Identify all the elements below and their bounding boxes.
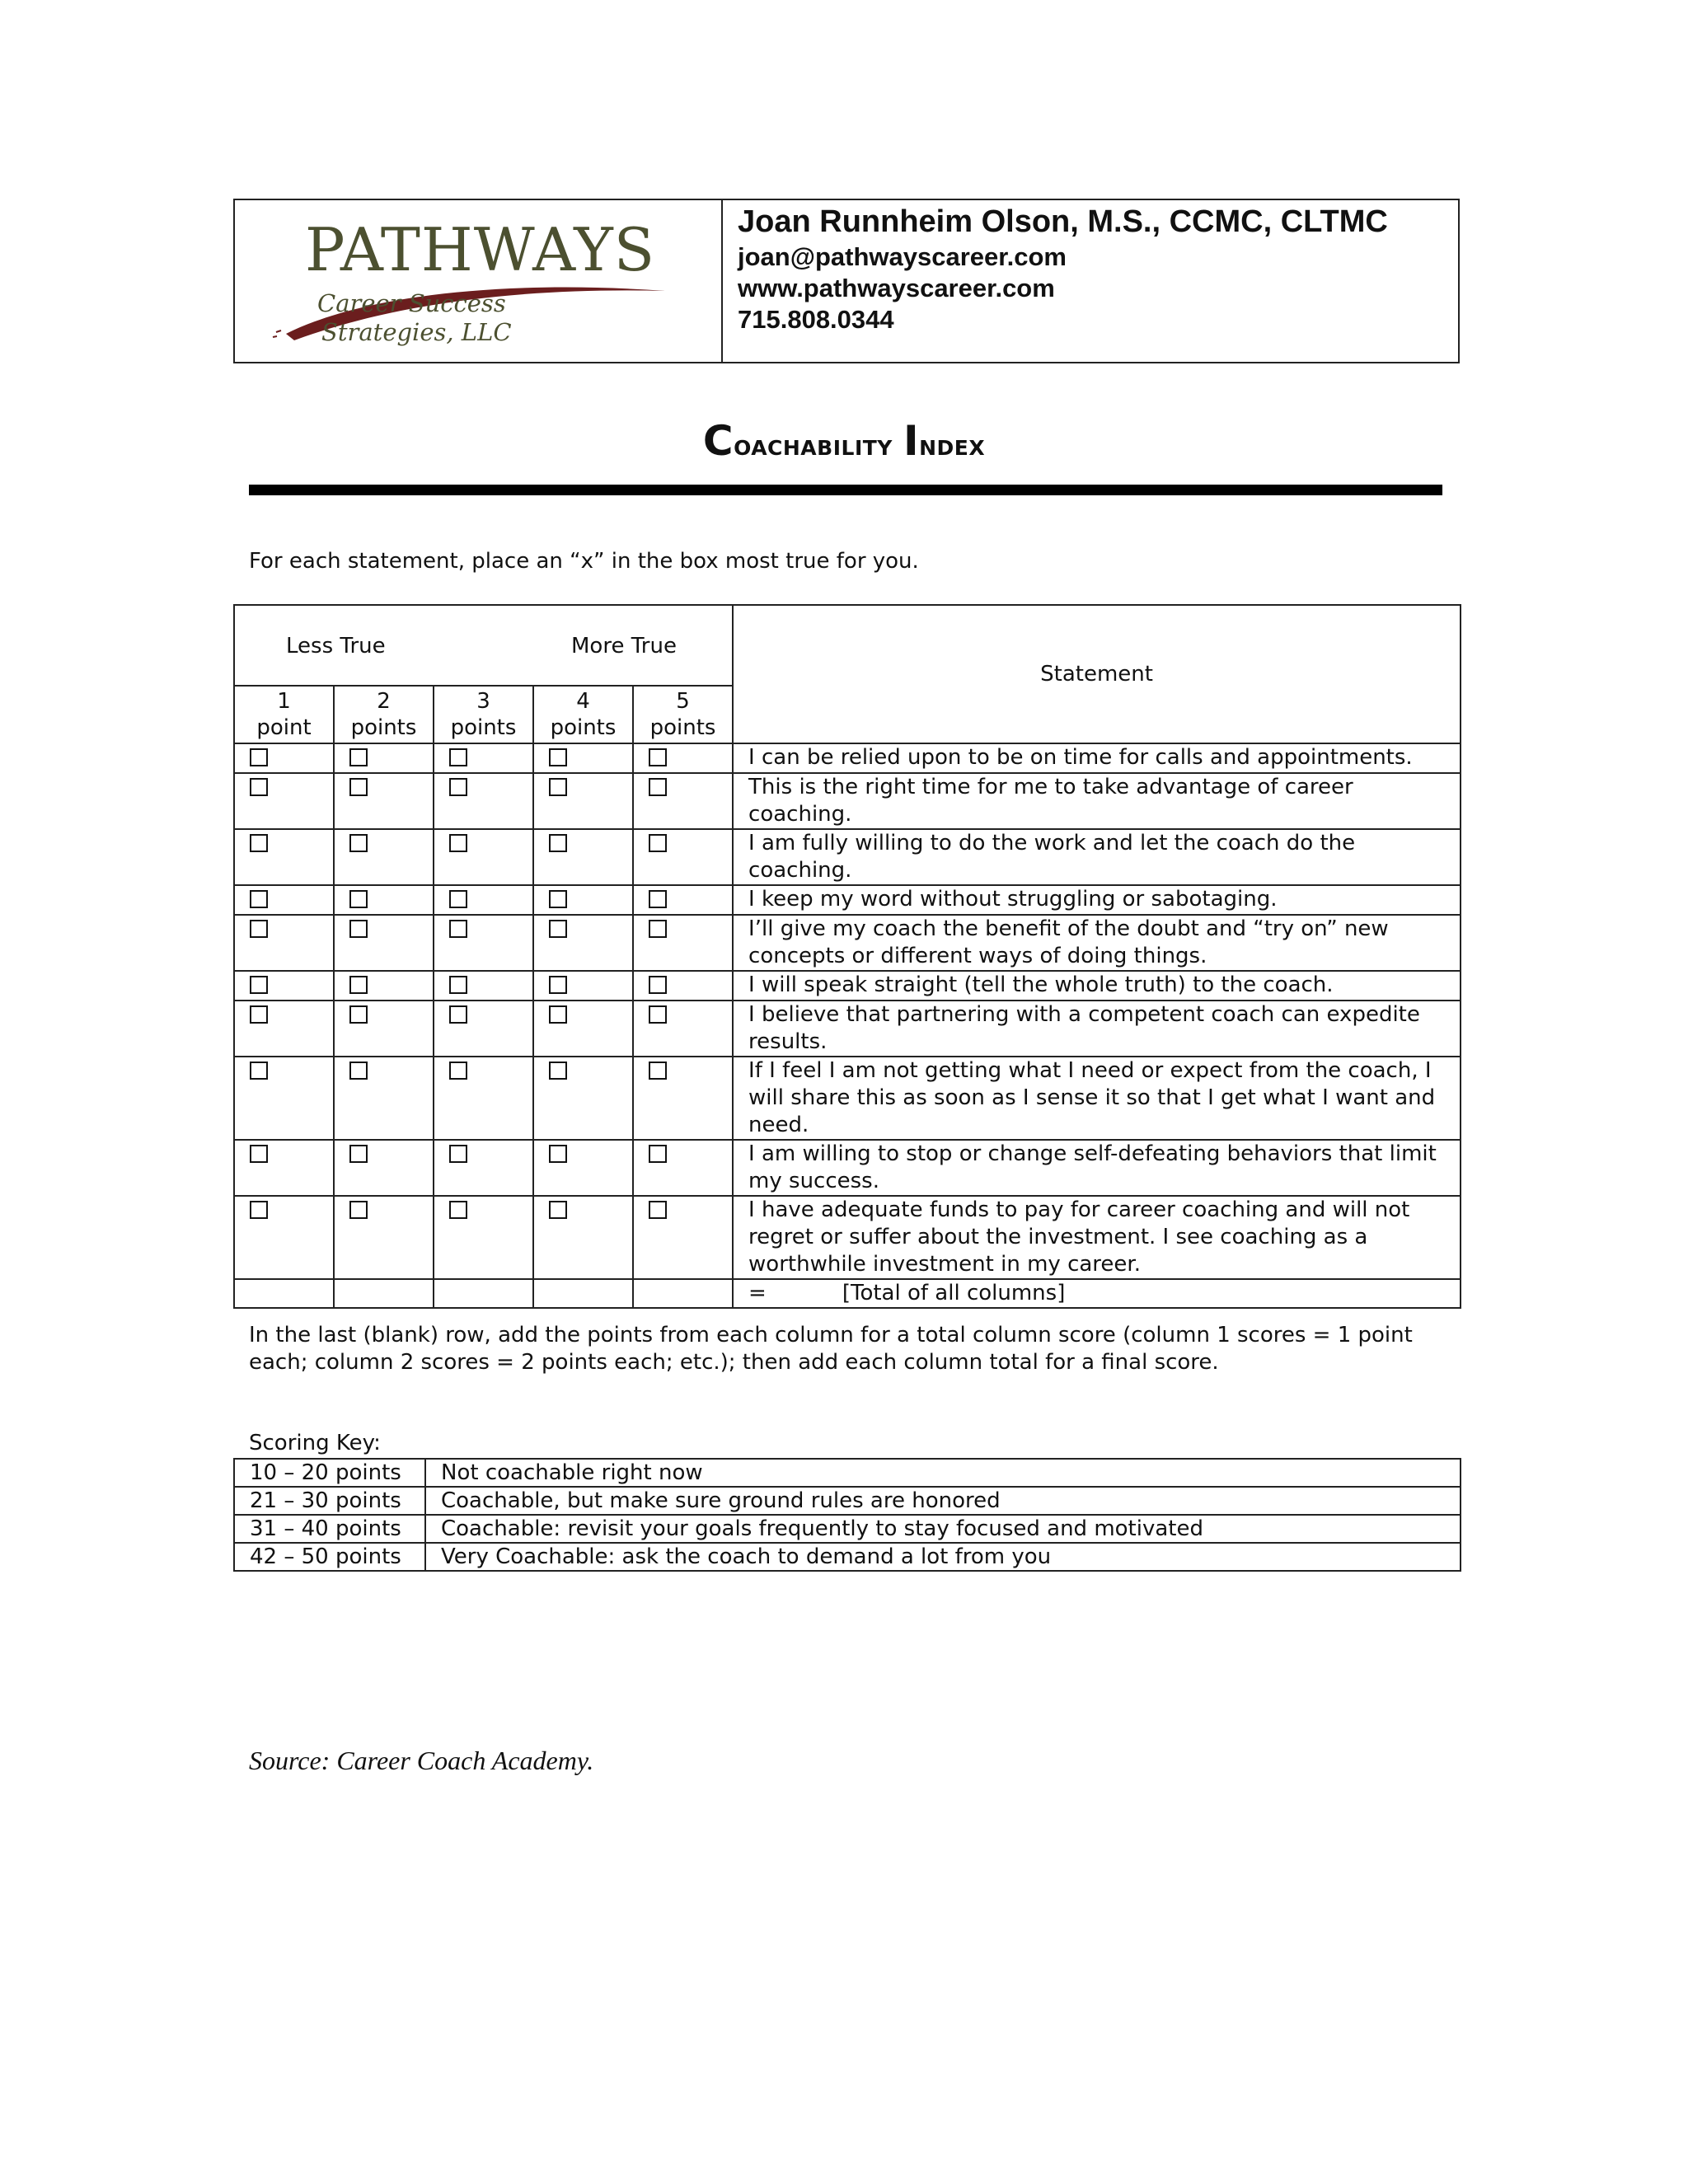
rating-cell-4 — [533, 1057, 633, 1140]
rating-cell-2 — [334, 885, 434, 915]
rating-cell-4 — [533, 915, 633, 971]
checkbox[interactable] — [449, 1005, 467, 1024]
checkbox[interactable] — [649, 834, 667, 852]
checkbox[interactable] — [449, 976, 467, 994]
rating-cell-5 — [633, 885, 733, 915]
table-row — [234, 829, 1461, 885]
rating-cell-5 — [633, 829, 733, 885]
total-label: [Total of all columns] — [842, 1281, 1066, 1305]
statement-text: I’ll give my coach the benefit of the doubt and “try on” new concepts or different ways of doing things. — [733, 915, 1461, 971]
total-row — [234, 1279, 1461, 1308]
statement-header: Statement — [733, 605, 1461, 743]
score-description: Coachable, but make sure ground rules are honored — [425, 1487, 1461, 1515]
checkbox[interactable] — [649, 1145, 667, 1163]
checkbox[interactable] — [250, 834, 268, 852]
points-header-2: 2 points — [334, 686, 434, 743]
checkbox[interactable] — [349, 976, 368, 994]
rating-cell-3 — [434, 1196, 533, 1279]
rating-cell-2 — [334, 743, 434, 773]
checkbox[interactable] — [349, 834, 368, 852]
statement-text: I am willing to stop or change self-defeating behaviors that limit my success. — [733, 1140, 1461, 1196]
rating-cell-3 — [434, 773, 533, 829]
checkbox[interactable] — [250, 920, 268, 938]
header-row — [234, 605, 1461, 686]
less-true-label: Less True — [286, 634, 386, 658]
title-divider — [249, 485, 1442, 495]
contact-phone: 715.808.0344 — [738, 305, 894, 334]
scoring-key-label: Scoring Key: — [249, 1431, 381, 1455]
checkbox[interactable] — [649, 1062, 667, 1080]
statement-text: If I feel I am not getting what I need or expect from the coach, I will share this as soon as I sense it so that I get what I want and need. — [733, 1057, 1461, 1140]
contact-website[interactable]: www.pathwayscareer.com — [738, 274, 1055, 302]
table-row — [234, 1001, 1461, 1057]
checkbox[interactable] — [449, 778, 467, 796]
checkbox[interactable] — [349, 1062, 368, 1080]
logo-tagline-line2: Strategies, LLC — [321, 318, 512, 346]
checkbox[interactable] — [250, 1201, 268, 1219]
rating-cell-3 — [434, 1140, 533, 1196]
checkbox[interactable] — [250, 976, 268, 994]
rating-cell-1 — [234, 1001, 334, 1057]
scoring-key-row — [234, 1515, 1461, 1543]
checkbox[interactable] — [349, 1145, 368, 1163]
rating-cell-5 — [633, 773, 733, 829]
scoring-instructions: In the last (blank) row, add the points from each column for a total column score (column 1 scores = 1 point each; column 2 scores = 2 points each; etc.); then add each column total for a final score. — [249, 1323, 1413, 1375]
checkbox[interactable] — [649, 920, 667, 938]
checkbox[interactable] — [649, 1005, 667, 1024]
source-citation: Source: Career Coach Academy. — [249, 1746, 594, 1775]
rating-cell-2 — [334, 829, 434, 885]
equals-sign: = — [748, 1281, 767, 1305]
checkbox[interactable] — [549, 920, 567, 938]
score-description: Not coachable right now — [425, 1459, 1461, 1487]
page-title: Coachability Index — [702, 417, 986, 465]
rating-cell-3 — [434, 1057, 533, 1140]
grand-total-cell[interactable] — [733, 1279, 1461, 1308]
checkbox[interactable] — [549, 1145, 567, 1163]
table-row — [234, 773, 1461, 829]
checkbox[interactable] — [250, 1005, 268, 1024]
checkbox[interactable] — [549, 976, 567, 994]
rating-cell-2 — [334, 1196, 434, 1279]
rating-cell-4 — [533, 829, 633, 885]
table-row — [234, 915, 1461, 971]
checkbox[interactable] — [250, 890, 268, 908]
scale-header — [234, 605, 733, 686]
checkbox[interactable] — [250, 1145, 268, 1163]
rating-cell-1 — [234, 1196, 334, 1279]
rating-cell-4 — [533, 743, 633, 773]
points-header-5: 5 points — [633, 686, 733, 743]
contact-email[interactable]: joan@pathwayscareer.com — [738, 242, 1067, 271]
checkbox[interactable] — [649, 890, 667, 908]
table-row — [234, 743, 1461, 773]
checkbox[interactable] — [250, 748, 268, 766]
statement-text: This is the right time for me to take advantage of career coaching. — [733, 773, 1461, 829]
rating-cell-3 — [434, 971, 533, 1001]
statement-text: I believe that partnering with a competent coach can expedite results. — [733, 1001, 1461, 1057]
score-range: 21 – 30 points — [234, 1487, 425, 1515]
rating-cell-2 — [334, 773, 434, 829]
checkbox[interactable] — [349, 748, 368, 766]
column-total-2[interactable] — [334, 1279, 434, 1308]
rating-cell-5 — [633, 1140, 733, 1196]
rating-cell-4 — [533, 1001, 633, 1057]
rating-cell-2 — [334, 915, 434, 971]
rating-cell-3 — [434, 1001, 533, 1057]
table-row — [234, 1140, 1461, 1196]
checkbox[interactable] — [649, 778, 667, 796]
logo-wordmark: PATHWAYS — [305, 215, 656, 284]
rating-cell-1 — [234, 1140, 334, 1196]
checkbox[interactable] — [349, 890, 368, 908]
checkbox[interactable] — [549, 834, 567, 852]
statement-text: I can be relied upon to be on time for calls and appointments. — [733, 743, 1461, 773]
scoring-key-row — [234, 1459, 1461, 1487]
rating-cell-5 — [633, 971, 733, 1001]
score-description: Coachable: revisit your goals frequently to stay focused and motivated — [425, 1515, 1461, 1543]
letterhead — [233, 199, 1460, 363]
checkbox[interactable] — [449, 1145, 467, 1163]
contact-info — [723, 200, 1458, 362]
checkbox[interactable] — [549, 1005, 567, 1024]
rating-cell-3 — [434, 743, 533, 773]
logo-tagline-line1: Career Success — [317, 289, 506, 317]
instruction-text: For each statement, place an “x” in the box most true for you. — [249, 549, 919, 574]
company-logo — [235, 200, 723, 362]
checkbox[interactable] — [349, 920, 368, 938]
checkbox[interactable] — [449, 834, 467, 852]
contact-name: Joan Runnheim Olson, M.S., CCMC, CLTMC — [738, 204, 1388, 239]
checkbox[interactable] — [349, 1005, 368, 1024]
rating-cell-4 — [533, 971, 633, 1001]
checkbox[interactable] — [649, 748, 667, 766]
more-true-label: More True — [571, 634, 677, 658]
column-total-1[interactable] — [234, 1279, 334, 1308]
checkbox[interactable] — [449, 748, 467, 766]
checkbox[interactable] — [549, 890, 567, 908]
rating-cell-1 — [234, 971, 334, 1001]
points-header-1: 1 point — [234, 686, 334, 743]
checkbox[interactable] — [349, 778, 368, 796]
coachability-table — [233, 604, 1461, 1309]
rating-cell-3 — [434, 885, 533, 915]
score-range: 42 – 50 points — [234, 1543, 425, 1571]
scoring-key-table — [233, 1458, 1461, 1572]
checkbox[interactable] — [549, 1062, 567, 1080]
checkbox[interactable] — [250, 1062, 268, 1080]
rating-cell-1 — [234, 1057, 334, 1140]
table-row — [234, 1057, 1461, 1140]
rating-cell-4 — [533, 1196, 633, 1279]
checkbox[interactable] — [449, 890, 467, 908]
score-description: Very Coachable: ask the coach to demand a lot from you — [425, 1543, 1461, 1571]
rating-cell-1 — [234, 915, 334, 971]
rating-cell-2 — [334, 1001, 434, 1057]
checkbox[interactable] — [649, 1201, 667, 1219]
rating-cell-4 — [533, 1140, 633, 1196]
rating-cell-5 — [633, 1057, 733, 1140]
rating-cell-4 — [533, 885, 633, 915]
points-header-4: 4 points — [533, 686, 633, 743]
checkbox[interactable] — [449, 920, 467, 938]
rating-cell-5 — [633, 1196, 733, 1279]
scoring-key-row — [234, 1487, 1461, 1515]
column-total-5[interactable] — [633, 1279, 733, 1308]
checkbox[interactable] — [449, 1201, 467, 1219]
rating-cell-5 — [633, 1001, 733, 1057]
statement-text: I am fully willing to do the work and let the coach do the coaching. — [733, 829, 1461, 885]
rating-cell-5 — [633, 743, 733, 773]
rating-cell-1 — [234, 743, 334, 773]
table-row — [234, 1196, 1461, 1279]
rating-cell-2 — [334, 1140, 434, 1196]
table-row — [234, 885, 1461, 915]
checkbox[interactable] — [549, 748, 567, 766]
rating-cell-3 — [434, 915, 533, 971]
statement-text: I have adequate funds to pay for career coaching and will not regret or suffer about the investment. I see coaching as a worthwhile investment in my career. — [733, 1196, 1461, 1279]
column-total-3[interactable] — [434, 1279, 533, 1308]
checkbox[interactable] — [549, 778, 567, 796]
checkbox[interactable] — [449, 1062, 467, 1080]
statement-text: I keep my word without struggling or sabotaging. — [733, 885, 1461, 915]
points-header-3: 3 points — [434, 686, 533, 743]
rating-cell-4 — [533, 773, 633, 829]
checkbox[interactable] — [649, 976, 667, 994]
rating-cell-1 — [234, 885, 334, 915]
checkbox[interactable] — [349, 1201, 368, 1219]
table-row — [234, 971, 1461, 1001]
score-range: 10 – 20 points — [234, 1459, 425, 1487]
checkbox[interactable] — [549, 1201, 567, 1219]
statement-text: I will speak straight (tell the whole truth) to the coach. — [733, 971, 1461, 1001]
scoring-key-row — [234, 1543, 1461, 1571]
rating-cell-1 — [234, 829, 334, 885]
rating-cell-2 — [334, 1057, 434, 1140]
rating-cell-1 — [234, 773, 334, 829]
score-range: 31 – 40 points — [234, 1515, 425, 1543]
column-total-4[interactable] — [533, 1279, 633, 1308]
rating-cell-5 — [633, 915, 733, 971]
checkbox[interactable] — [250, 778, 268, 796]
rating-cell-3 — [434, 829, 533, 885]
rating-cell-2 — [334, 971, 434, 1001]
